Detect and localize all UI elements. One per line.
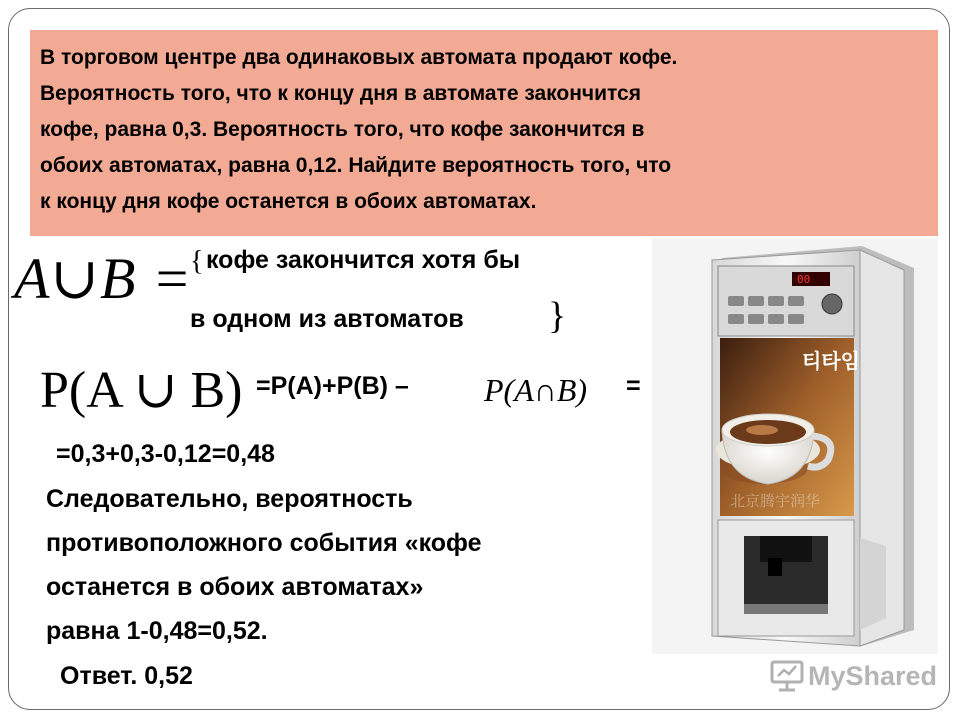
brace-close: } [548, 295, 567, 337]
machine-label: 티타임 [802, 349, 860, 373]
problem-line: к концу дня кофе останется в обоих автоматах. [40, 190, 537, 213]
presentation-icon [770, 654, 940, 694]
machine-display: 00 [797, 273, 811, 286]
problem-line: В торговом центре два одинаковых автомата продают кофе. [40, 46, 678, 69]
conclusion-line: останется в обоих автоматах» [46, 573, 424, 601]
conclusion-line: Следовательно, вероятность [46, 485, 413, 513]
brace-open: { [190, 246, 204, 277]
union-set-line1: кофе закончится хотя бы [206, 246, 521, 274]
myshared-watermark [770, 654, 940, 694]
problem-statement [30, 30, 938, 236]
prob-intersection: P(A∩B) [484, 372, 588, 408]
coffee-machine-illustration [652, 238, 938, 654]
answer: Ответ. 0,52 [60, 662, 193, 690]
watermark-text: MyShared [808, 661, 938, 691]
image-watermark-text: 北京腾宇润华 [730, 492, 821, 510]
equals-sign: = [626, 372, 641, 400]
problem-line: обоих автоматах, равна 0,12. Найдите вероятность того, что [40, 154, 672, 177]
calculation: =0,3+0,3-0,12=0,48 [56, 440, 275, 468]
coffee-machine-image [652, 238, 938, 654]
conclusion-line: противоположного события «кофе [46, 529, 482, 557]
prob-formula: =P(A)+P(B) – [256, 372, 409, 400]
union-set-line2: в одном из автоматов [190, 305, 464, 333]
problem-line: Вероятность того, что к концу дня в автомате закончится [40, 82, 641, 105]
union-lhs: A∪B = [14, 246, 193, 311]
problem-line: кофе, равна 0,3. Вероятность того, что кофе закончится в [40, 118, 645, 141]
conclusion-line: равна 1-0,48=0,52. [46, 617, 268, 645]
prob-lhs: P(A ∪ B) [40, 362, 243, 419]
